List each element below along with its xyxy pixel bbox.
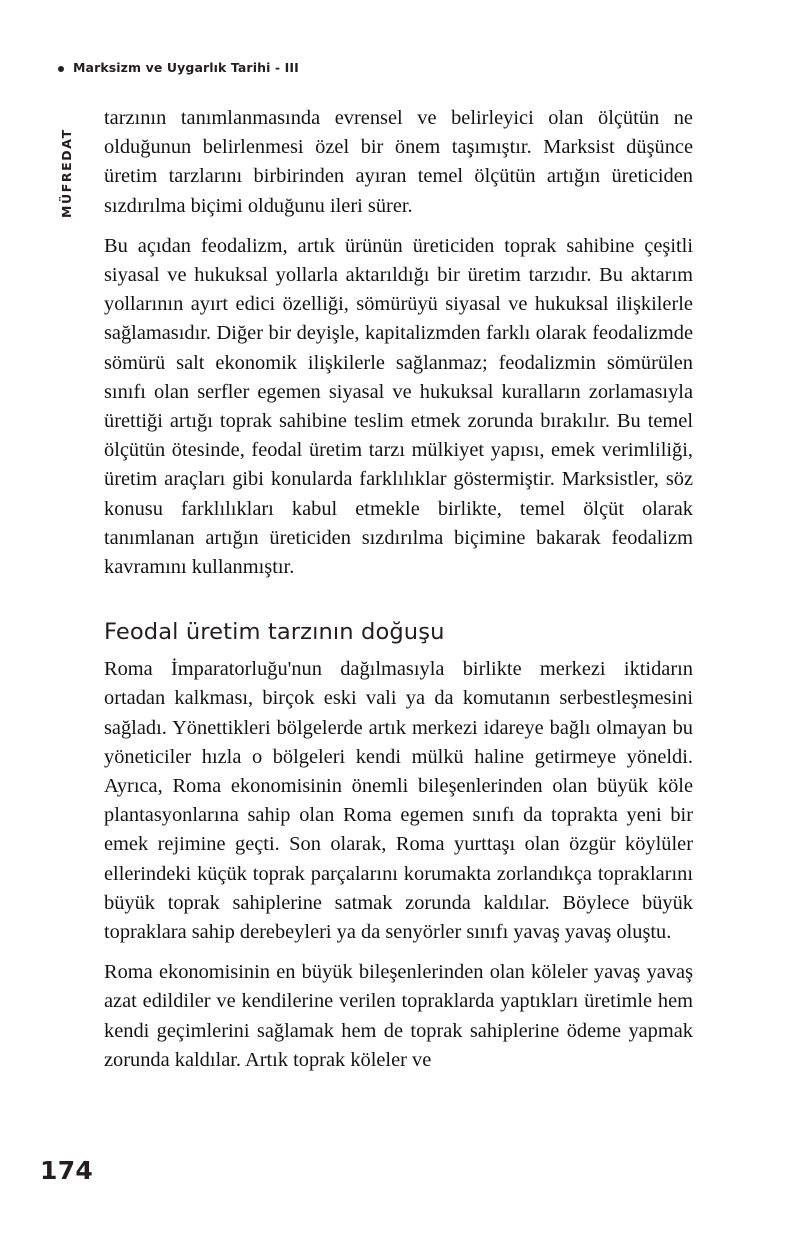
page-number: 174 <box>40 1156 94 1185</box>
running-head <box>58 62 299 75</box>
section-heading: Feodal üretim tarzının doğuşu <box>104 619 445 646</box>
paragraph: Roma ekonomisinin en büyük bileşenlerinden olan köleler yavaş yavaş azat edildiler ve kendilerine verilen topraklarda yaptıkları üretimle hem kendi geçimlerini sağlamak hem de toprak sahiplerine ödeme yapmak zorunda kaldılar. Artık toprak köleler ve <box>104 961 693 1071</box>
section-tab <box>57 88 77 218</box>
paragraph: Roma İmparatorluğu'nun dağılmasıyla birlikte merkezi iktidarın ortadan kalkması, birçok eski vali ya da komutanın serbestleşmesini sağladı. Yönettikleri bölgelerde artık merkezi idareye bağlı olmayan bu yöneticiler hızla o bölgeleri kendi mülkü haline getirmeye yöneldi. Ayrıca, Roma ekonomisinin önemli bileşenlerinden olan büyük köle plantasyonlarına sahip olan Roma egemen sınıfı da toprakta yeni bir emek rejimine geçti. Son olarak, Roma yurttaşı olan özgür köylüler ellerindeki küçük toprak parçalarını korumakta zorlandıkça topraklarını büyük toprak sahiplerine satmak zorunda kaldılar. Böylece büyük topraklara sahip derebeyleri ya da senyörler sınıfı yavaş yavaş oluştu. <box>104 658 693 944</box>
section-tab-label: MÜFREDAT <box>58 128 74 218</box>
running-head-title: Marksizm ve Uygarlık Tarihi - III <box>73 60 299 75</box>
bullet-dot-icon <box>58 66 64 72</box>
paragraph: Bu açıdan feodalizm, artık ürünün üreticiden toprak sahibine çeşitli siyasal ve hukuksal yollarla aktarıldığı bir üretim tarzıdır. Bu aktarım yollarının ayırt edici özelliği, sömürüyü siyasal ve hukuksal ilişkilerle sağlamasıdır. Diğer bir deyişle, kapitalizmden farklı olarak feodalizmde sömürü salt ekonomik ilişkilerle sağlanmaz; feodalizmin sömürülen sınıfı olan serfler egemen siyasal ve hukuksal kuralların zorlamasıyla ürettiği artığı toprak sahibine teslim etmek zorunda bırakılır. Bu temel ölçütün ötesinde, feodal üretim tarzı mülkiyet yapısı, emek verimliliği, üretim araçları gibi konularda farklılıklar göstermiştir. Marksistler, söz konusu farklılıkları kabul etmekle birlikte, temel ölçüt olarak tanımlanan artığın üreticiden sızdırılma biçimine bakarak feodalizm kavramını kullanmıştır. <box>104 234 693 579</box>
text-column <box>104 104 693 1075</box>
paragraph: tarzının tanımlanmasında evrensel ve belirleyici olan ölçütün ne olduğunun belirlenmesi özel bir önem taşımıştır. Marksist düşünce üretim tarzlarını birbirinden ayıran temel ölçütün artığın üreticiden sızdırılma biçimi olduğunu ileri sürer. <box>104 107 693 217</box>
